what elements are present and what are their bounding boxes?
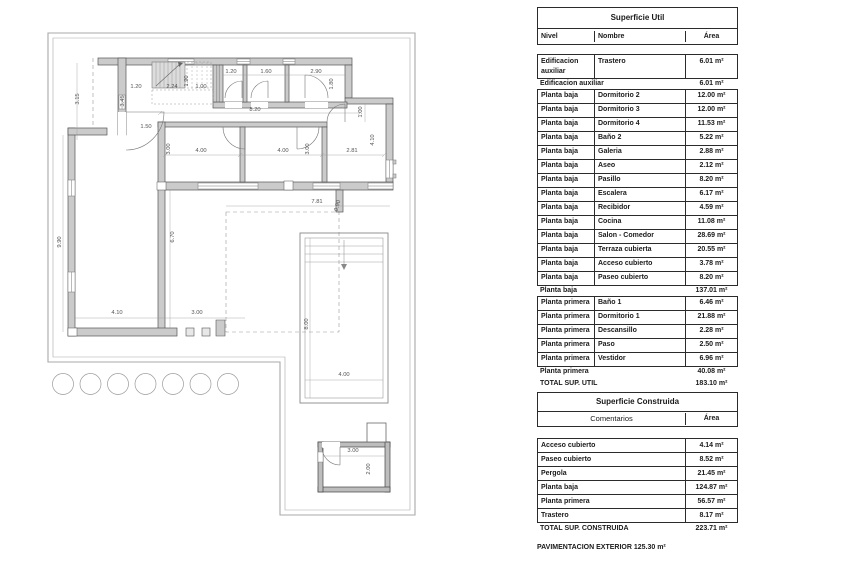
dimension-label: 3.00 xyxy=(191,310,203,316)
cell-area: 2.88 m² xyxy=(685,146,737,159)
cell-nombre: Vestidor xyxy=(594,353,685,366)
cell-nombre: Paseo cubierto xyxy=(594,272,685,285)
cell-label: TOTAL SUP. CONSTRUIDA xyxy=(540,525,629,533)
table-row xyxy=(538,352,737,366)
table-row xyxy=(538,452,737,466)
cell-area: 12.00 m² xyxy=(685,104,737,117)
pergola-columns xyxy=(186,320,225,336)
cell-nivel: Planta primera xyxy=(541,355,590,362)
table-row xyxy=(538,229,737,243)
col-header-area: Área xyxy=(685,31,737,43)
dimension-label: 8.00 xyxy=(304,318,310,330)
subtotal-row xyxy=(537,286,738,297)
cell-label: Paseo cubierto xyxy=(541,455,592,463)
table-row xyxy=(538,297,737,310)
dimension-label: 6.70 xyxy=(170,231,176,243)
stairs xyxy=(152,62,213,104)
superficie-construida-body xyxy=(537,438,738,536)
cell-nombre: Baño 2 xyxy=(594,132,685,145)
cell-area: 28.69 m² xyxy=(685,230,737,243)
cell-label: Planta primera xyxy=(540,367,589,375)
table-row xyxy=(538,90,737,103)
cell-nombre: Paso xyxy=(594,339,685,352)
cell-nivel: Planta baja xyxy=(541,92,578,99)
cell-area: 56.57 m² xyxy=(685,495,737,508)
col-header-comentarios: Comentarios xyxy=(590,414,633,424)
cell-nivel: Planta primera xyxy=(541,313,590,320)
cell-nivel: Planta primera xyxy=(541,327,590,334)
cell-area: 137.01 m² xyxy=(695,286,728,294)
cell-nombre: Dormitorio 2 xyxy=(594,90,685,103)
cell-area: 223.71 m² xyxy=(695,525,728,533)
cell-nivel: Planta baja xyxy=(541,190,578,197)
table-row xyxy=(538,338,737,352)
cell-label: TOTAL SUP. UTIL xyxy=(540,379,598,387)
dimension-label: 4.00 xyxy=(338,372,350,378)
cell-area: 4.59 m² xyxy=(685,202,737,215)
cell-area: 124.87 m² xyxy=(685,481,737,494)
dimension-label: 1.50 xyxy=(140,124,152,130)
dimension-label: 4.00 xyxy=(277,148,289,154)
table-row xyxy=(538,271,737,285)
cell-area: 2.28 m² xyxy=(685,325,737,338)
table-row-group xyxy=(537,438,738,523)
cell-area: 3.78 m² xyxy=(685,258,737,271)
cell-nivel: Planta baja xyxy=(541,204,578,211)
dimension-label: 0.90 xyxy=(333,199,343,212)
table-row xyxy=(538,159,737,173)
total-row xyxy=(537,378,738,391)
dimension-label: 2.00 xyxy=(366,463,372,475)
cell-nivel: Planta primera xyxy=(541,299,590,306)
cell-area: 4.14 m² xyxy=(685,439,737,452)
cell-area: 6.46 m² xyxy=(685,297,737,310)
cell-area: 11.08 m² xyxy=(685,216,737,229)
dimension-label: 7.81 xyxy=(311,199,323,205)
dimension-label: 4.10 xyxy=(370,134,376,146)
cell-label: Planta primera xyxy=(541,497,590,505)
house-walls xyxy=(68,58,393,336)
table-row xyxy=(538,243,737,257)
cell-label: Pergola xyxy=(541,469,567,477)
cell-label: Planta baja xyxy=(540,286,577,294)
cell-area: 6.96 m² xyxy=(685,353,737,366)
table-row xyxy=(538,466,737,480)
table-row xyxy=(538,494,737,508)
superficie-construida-table xyxy=(537,392,738,536)
table-row-group xyxy=(537,89,738,286)
dimension-label: 1.20 xyxy=(130,84,142,90)
cell-nivel: Planta baja xyxy=(541,162,578,169)
cell-area: 8.20 m² xyxy=(685,174,737,187)
table-row xyxy=(538,103,737,117)
pavimentacion-exterior-note: PAVIMENTACION EXTERIOR 125.30 m² xyxy=(537,544,666,551)
cell-nivel: Planta baja xyxy=(541,274,578,281)
cell-area: 12.00 m² xyxy=(685,90,737,103)
table-row xyxy=(538,131,737,145)
cell-nivel: Planta baja xyxy=(541,218,578,225)
dimension-label: 3.00 xyxy=(347,448,359,454)
table-row-group xyxy=(537,296,738,367)
dimension-label: 1.60 xyxy=(260,69,272,75)
cell-nombre: Escalera xyxy=(594,188,685,201)
cell-area: 21.88 m² xyxy=(685,311,737,324)
cell-nivel: Planta baja xyxy=(541,246,578,253)
cell-nivel: Planta primera xyxy=(541,341,590,348)
dimension-label: 2.90 xyxy=(310,69,322,75)
dimension-label: 1.90 xyxy=(184,75,190,87)
cell-nombre: Recibidor xyxy=(594,202,685,215)
table-row xyxy=(538,439,737,452)
dimension-label: 9.90 xyxy=(57,236,63,248)
table-row xyxy=(538,55,737,78)
cell-nombre: Galeria xyxy=(594,146,685,159)
dimension-label: 3.15 xyxy=(75,93,81,105)
dimension-label: 3.00 xyxy=(305,143,311,155)
subtotal-row xyxy=(537,79,738,90)
col-header-nombre: Nombre xyxy=(594,31,685,43)
cell-area: 6.17 m² xyxy=(685,188,737,201)
cell-nivel: Planta baja xyxy=(541,232,578,239)
cell-area: 6.01 m² xyxy=(685,55,737,78)
dimension-label: 3.45 xyxy=(120,95,126,107)
table-row xyxy=(538,145,737,159)
cell-nivel: Edificacion auxiliar xyxy=(541,57,579,75)
cell-label: Acceso cubierto xyxy=(541,441,596,449)
cell-nombre: Pasillo xyxy=(594,174,685,187)
landscape-circles xyxy=(53,374,239,395)
dimension-label: 1.00 xyxy=(358,106,364,118)
cell-nivel: Planta baja xyxy=(541,106,578,113)
table-title: Superficie Util xyxy=(538,8,737,29)
cell-area: 2.50 m² xyxy=(685,339,737,352)
cell-nivel: Planta baja xyxy=(541,120,578,127)
cell-nombre: Acceso cubierto xyxy=(594,258,685,271)
superficie-construida-header xyxy=(537,392,738,427)
cell-area: 21.45 m² xyxy=(685,467,737,480)
subtotal-row xyxy=(537,367,738,378)
table-row xyxy=(538,310,737,324)
dimension-label: 1.20 xyxy=(225,69,237,75)
table-title: Superficie Construida xyxy=(538,393,737,412)
table-row xyxy=(538,257,737,271)
table-row xyxy=(538,215,737,229)
cell-area: 40.08 m² xyxy=(697,367,726,375)
dimension-label: 1.80 xyxy=(329,78,335,90)
trastero-outbuilding xyxy=(318,423,390,492)
dimension-label: 2.81 xyxy=(346,148,358,154)
cell-nombre: Dormitorio 4 xyxy=(594,118,685,131)
cell-nombre: Salon - Comedor xyxy=(594,230,685,243)
cell-nombre: Trastero xyxy=(594,55,685,78)
cell-area: 183.10 m² xyxy=(695,379,728,387)
table-row xyxy=(538,508,737,522)
table-row xyxy=(538,173,737,187)
table-row xyxy=(538,117,737,131)
cell-label: Trastero xyxy=(541,511,569,519)
table-row-group xyxy=(537,54,738,79)
dimension-label: 4.00 xyxy=(195,148,207,154)
cell-nivel: Planta baja xyxy=(541,260,578,267)
cell-nombre: Baño 1 xyxy=(594,297,685,310)
cell-nombre: Dormitorio 1 xyxy=(594,311,685,324)
cell-area: 20.55 m² xyxy=(685,244,737,257)
cell-area: 8.17 m² xyxy=(685,509,737,522)
dimension-label: 4.10 xyxy=(111,310,123,316)
cell-nombre: Cocina xyxy=(594,216,685,229)
dimension-label: 2.24 xyxy=(166,84,178,90)
dimension-label: 1.00 xyxy=(195,84,207,90)
superficie-util-header xyxy=(537,7,738,45)
cell-nombre: Terraza cubierta xyxy=(594,244,685,257)
table-row xyxy=(538,201,737,215)
cell-label: Planta baja xyxy=(541,483,578,491)
cell-area: 5.22 m² xyxy=(685,132,737,145)
cell-nombre: Dormitorio 3 xyxy=(594,104,685,117)
col-header-nivel: Nivel xyxy=(541,32,558,40)
table-row xyxy=(538,187,737,201)
superficie-util-body xyxy=(537,54,738,391)
cell-area: 2.12 m² xyxy=(685,160,737,173)
table-row xyxy=(538,324,737,338)
cell-label: Edificacion auxiliar xyxy=(540,79,604,87)
cell-nombre: Descansillo xyxy=(594,325,685,338)
col-header-area: Área xyxy=(685,413,737,425)
cell-area: 8.52 m² xyxy=(685,453,737,466)
dimension-label: 8.20 xyxy=(249,107,261,113)
cell-nivel: Planta baja xyxy=(541,176,578,183)
superficie-util-table xyxy=(537,7,738,391)
cell-area: 6.01 m² xyxy=(699,79,724,87)
cell-area: 8.20 m² xyxy=(685,272,737,285)
dimension-label: 3.00 xyxy=(166,143,172,155)
cell-nivel: Planta baja xyxy=(541,148,578,155)
total-row xyxy=(537,523,738,536)
cell-nombre: Aseo xyxy=(594,160,685,173)
table-row xyxy=(538,480,737,494)
cell-nivel: Planta baja xyxy=(541,134,578,141)
cell-area: 11.53 m² xyxy=(685,118,737,131)
